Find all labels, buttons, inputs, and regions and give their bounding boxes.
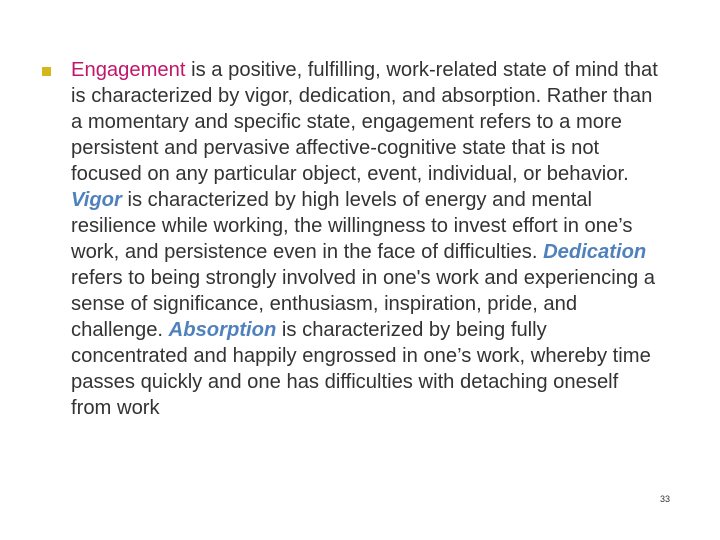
engagement-definition-paragraph (71, 57, 661, 421)
text-segment: refers to being strongly involved in one's work and experiencing a sense of significance, enthusiasm, inspiration, pride, and challenge. (71, 267, 656, 341)
page-number: 33 (659, 494, 670, 504)
term-absorption: Absorption (168, 319, 277, 341)
text-segment: is a positive, fulfilling, work-related state of mind that is characterized by vigor, dedication, and absorption. Rather than a momentary and specific state, engagement refers to a more persistent and pervasive affective-cognitive state that is not focused on any particular object, event, individual, or behavior. (71, 59, 658, 185)
lead-term-engagement: Engagement (71, 59, 186, 81)
text-segment: is characterized by high levels of energy and mental resilience while working, the willingness to invest effort in one’s work, and persistence even in the face of difficulties. (71, 189, 633, 263)
term-dedication: Dedication (543, 241, 647, 263)
square-bullet-icon (42, 67, 51, 76)
term-vigor: Vigor (71, 189, 122, 211)
text-segment: is characterized by being fully concentrated and happily engrossed in one’s work, whereby time passes quickly and one has difficulties with detaching oneself from work (71, 319, 651, 419)
